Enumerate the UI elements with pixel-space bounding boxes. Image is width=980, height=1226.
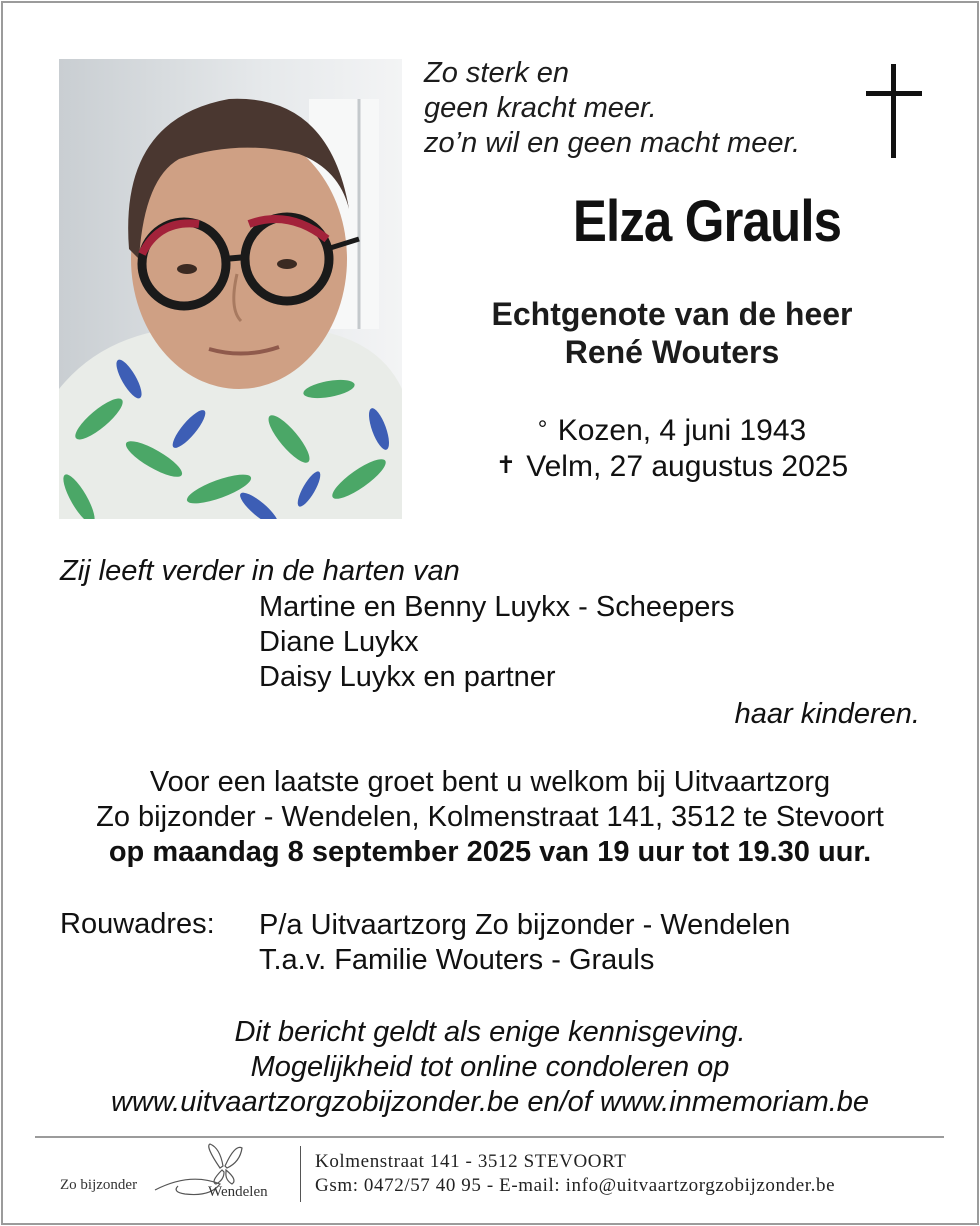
notice: [0, 1015, 980, 1120]
child-name: Diane Luykx: [259, 626, 419, 658]
visitation-line: Voor een laatste groet bent u welkom bij Uitvaartzorg: [149, 766, 831, 798]
notice-line: Mogelijkheid tot online condoleren op: [250, 1051, 730, 1083]
spouse-name: René Wouters: [564, 334, 780, 370]
child-name: Martine en Benny Luykx - Scheepers: [259, 591, 735, 623]
poem-line: zo’n wil en geen macht meer.: [424, 127, 801, 159]
footer-contact: [315, 1150, 835, 1198]
portrait-photo: [59, 59, 402, 519]
family-intro: Zij leeft verder in de harten van: [60, 555, 460, 587]
life-dates: [402, 412, 942, 484]
spouse-line: Echtgenote van de heer: [491, 296, 853, 332]
mourning-address-line: P/a Uitvaartzorg Zo bijzonder - Wendelen: [259, 909, 791, 941]
notice-websites: www.uitvaartzorgzobijzonder.be en/of www.inmemoriam.be: [110, 1086, 870, 1118]
mourning-address-line: T.a.v. Familie Wouters - Grauls: [259, 944, 655, 976]
birth-symbol: °: [537, 416, 548, 443]
logo-text-primary: Zo bijzonder: [60, 1177, 138, 1193]
death-date: Velm, 27 augustus 2025: [526, 450, 849, 483]
notice-line: Dit bericht geldt als enige kennisgeving.: [234, 1016, 746, 1048]
death-date-line: [402, 448, 942, 484]
children-list: [259, 590, 735, 695]
visitation-info: [0, 765, 980, 870]
cross-icon: [866, 64, 922, 158]
footer-phone-email: Gsm: 0472/57 40 95 - E-mail: info@uitvaartzorgzobijzonder.be: [315, 1175, 836, 1196]
poem: [424, 56, 800, 161]
spouse-info: [402, 295, 942, 371]
birth-date: Kozen, 4 juni 1943: [557, 414, 807, 447]
child-name: Daisy Luykx en partner: [259, 661, 556, 693]
visitation-location: Zo bijzonder - Wendelen, Kolmenstraat 141, 3512 te Stevoort: [96, 801, 884, 833]
deceased-name: Elza Grauls: [572, 189, 842, 254]
poem-line: Zo sterk en: [424, 57, 570, 89]
birth-date-line: [402, 412, 942, 448]
visitation-datetime: op maandag 8 september 2025 van 19 uur tot 19.30 uur.: [108, 836, 872, 868]
footer-vertical-divider: [300, 1146, 301, 1202]
logo-text-secondary: Wendelen: [208, 1184, 268, 1200]
family-relation: haar kinderen.: [734, 698, 920, 730]
funeral-home-logo: [60, 1142, 292, 1206]
mourning-address-label: Rouwadres:: [60, 908, 215, 940]
footer-divider: [35, 1136, 944, 1138]
poem-line: geen kracht meer.: [424, 92, 657, 124]
footer-address: Kolmenstraat 141 - 3512 STEVOORT: [315, 1151, 627, 1172]
portrait-illustration: [59, 59, 402, 519]
death-cross-icon: ✝: [495, 452, 516, 479]
mourning-address: [259, 908, 790, 978]
